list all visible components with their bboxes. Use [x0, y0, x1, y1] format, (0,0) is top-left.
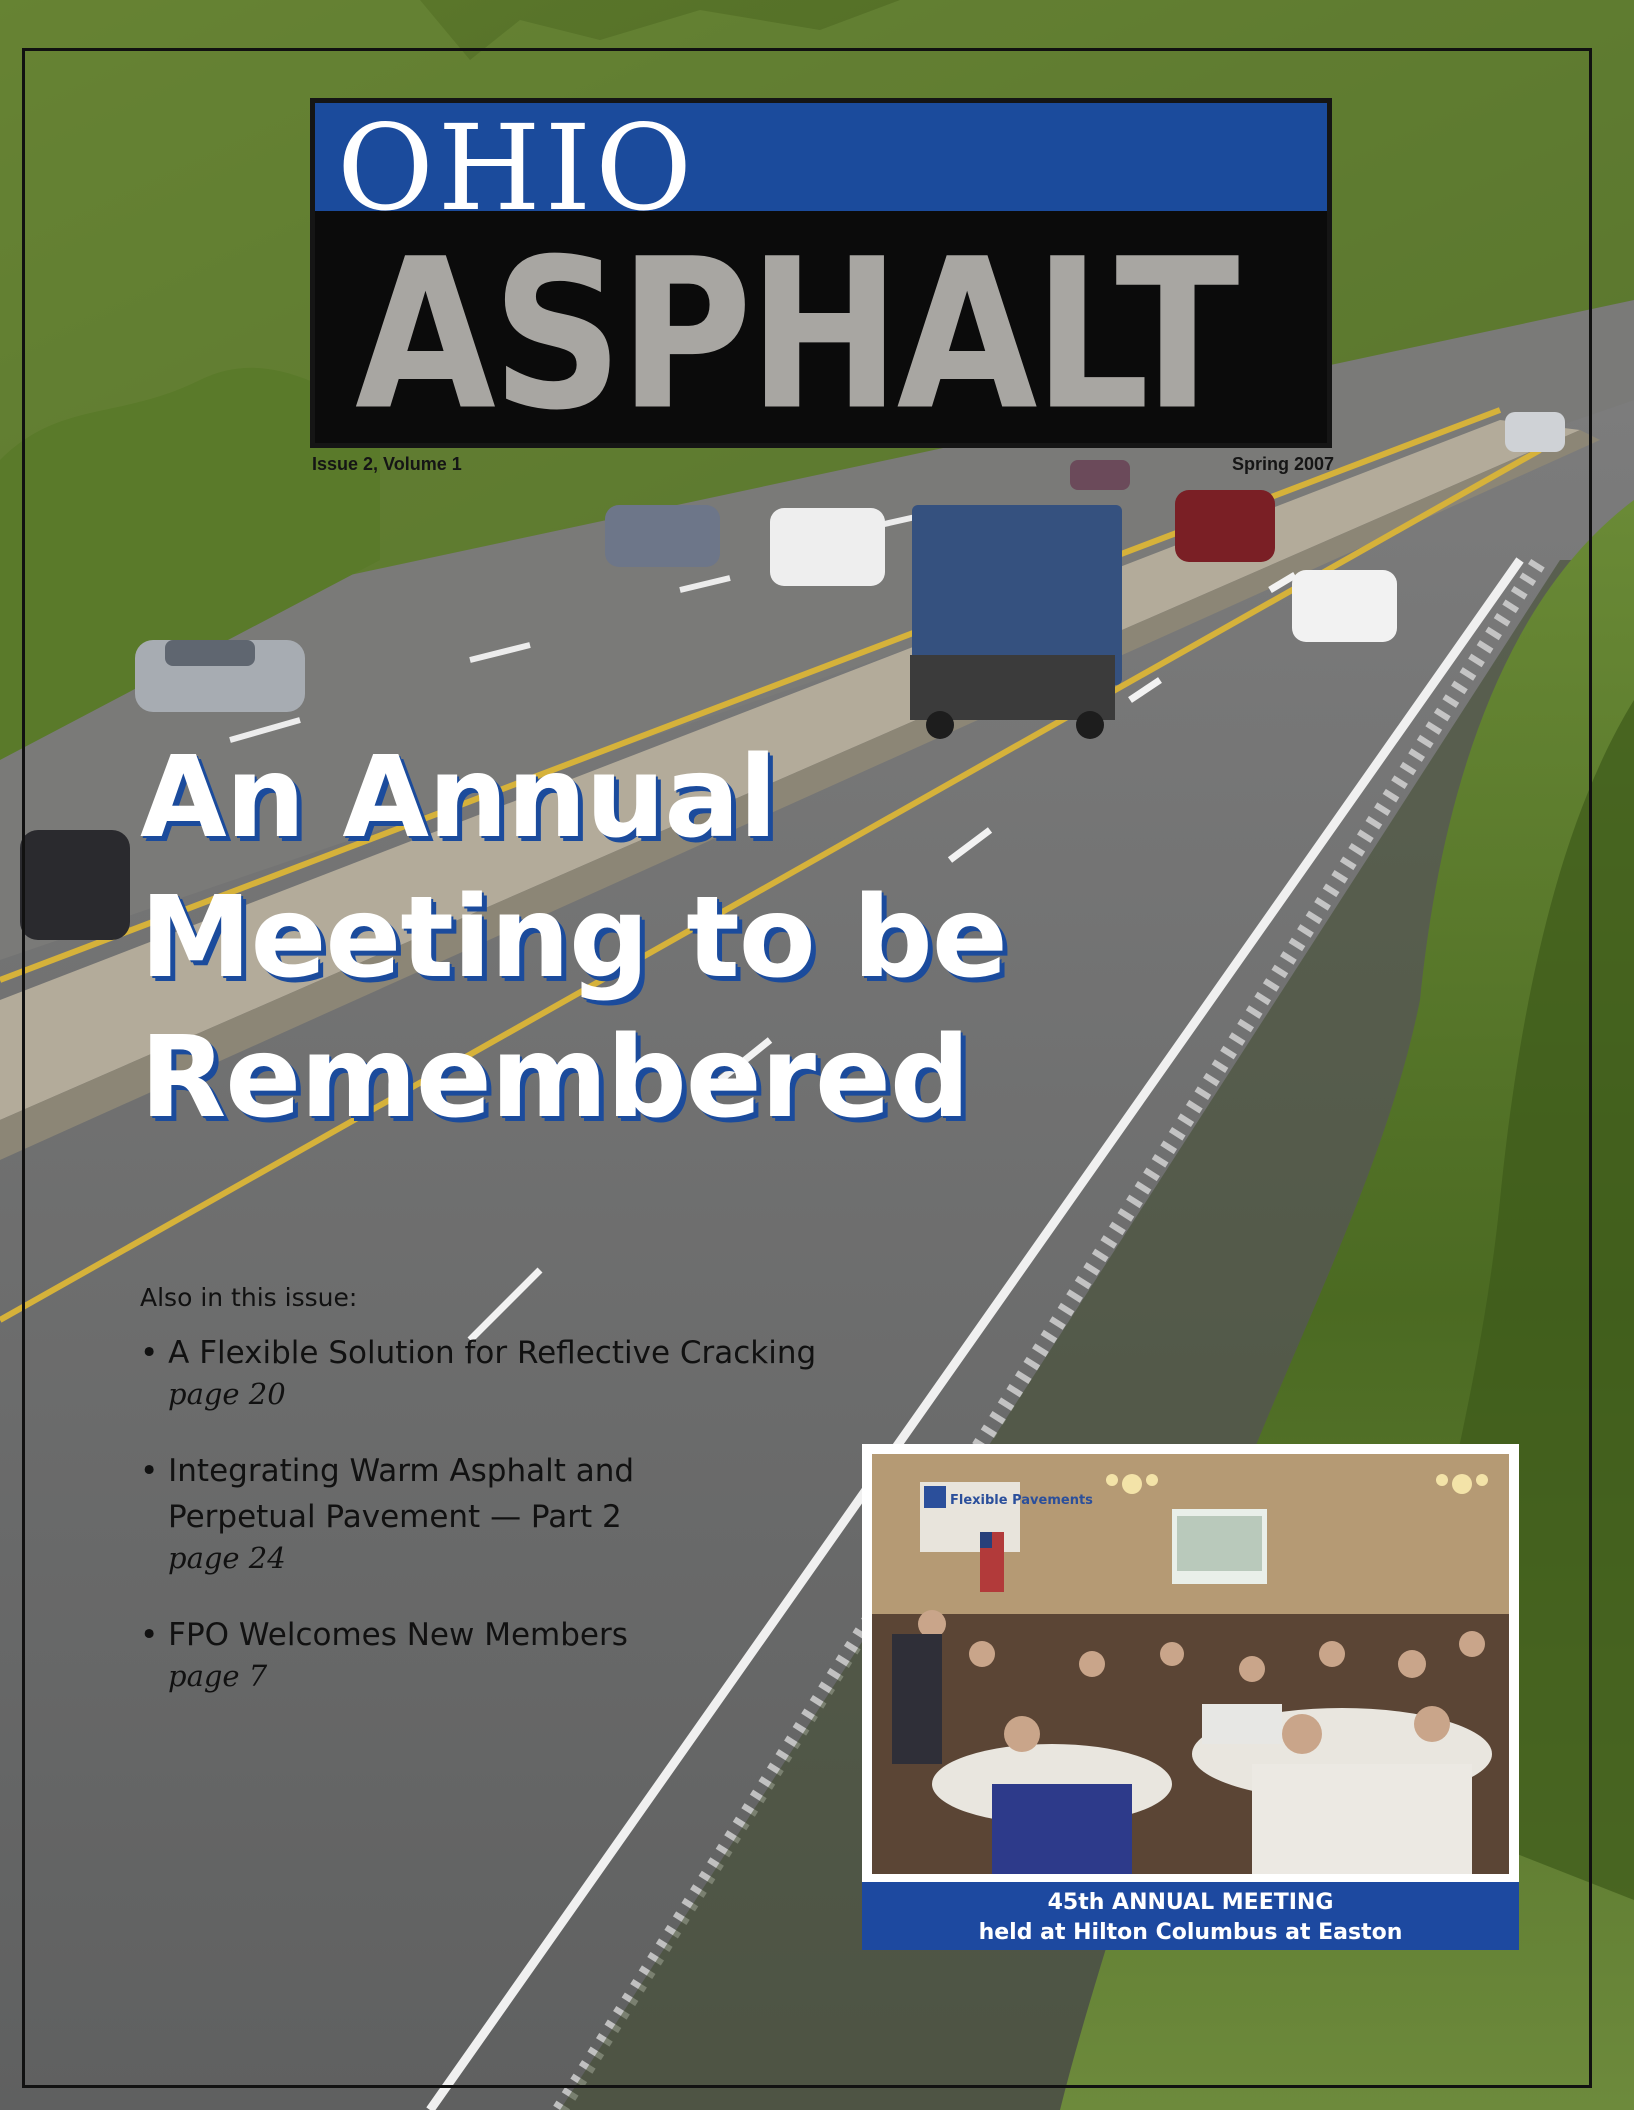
- toc-item[interactable]: [140, 1330, 816, 1412]
- toc-item-title: • FPO Welcomes New Members: [140, 1617, 628, 1653]
- toc-item-title: • Integrating Warm Asphalt and: [140, 1453, 635, 1489]
- toc-item-page: page 7: [168, 1659, 268, 1693]
- meeting-photo: [872, 1454, 1509, 1874]
- issue-season: Spring 2007: [1232, 454, 1335, 474]
- toc-item[interactable]: [140, 1448, 816, 1576]
- toc-item-page: page 20: [168, 1377, 286, 1411]
- toc-intro: Also in this issue:: [140, 1283, 358, 1312]
- toc-item[interactable]: [140, 1612, 816, 1694]
- toc-item-title: • A Flexible Solution for Reflective Cracking: [140, 1335, 817, 1371]
- caption-line-2: held at Hilton Columbus at Easton: [978, 1920, 1403, 1945]
- caption-line-1: 45th ANNUAL MEETING: [1047, 1890, 1334, 1915]
- masthead: [310, 98, 1332, 448]
- masthead-title-asphalt: ASPHALT: [355, 213, 1236, 448]
- annual-meeting-photo-box: [862, 1444, 1519, 1945]
- headline-line: An Annual: [140, 733, 777, 863]
- photo-caption: [862, 1882, 1519, 1950]
- toc-item-title-cont: Perpetual Pavement — Part 2: [168, 1499, 622, 1535]
- headline-line: Meeting to be: [140, 873, 1007, 1003]
- toc-item-page: page 24: [168, 1541, 286, 1575]
- issue-number: Issue 2, Volume 1: [312, 454, 462, 474]
- cover-headline: [140, 728, 1007, 1148]
- banner-text: Flexible Pavements: [950, 1493, 1093, 1508]
- masthead-title-ohio: OHIO: [337, 99, 696, 237]
- also-in-this-issue: [140, 1283, 816, 1730]
- headline-line: Remembered: [140, 1013, 970, 1143]
